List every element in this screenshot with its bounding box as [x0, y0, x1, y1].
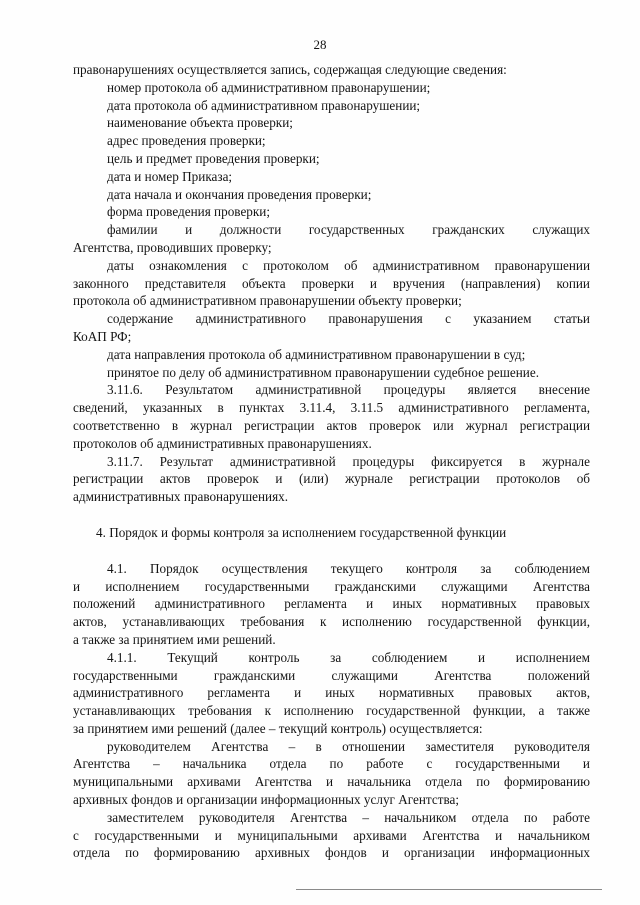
text-line: за принятием ими решений (далее – текущий контроль) осуществляется: [73, 720, 483, 736]
text-line: руководителем Агентства – в отношении заместителя руководителя [107, 738, 590, 754]
text-line: устанавливающих требования к исполнению государственной функции, а также [73, 703, 590, 719]
text-line: отдела по формированию архивных фондов и организации информационных [73, 845, 590, 861]
section-3-11-text [73, 61, 590, 506]
text-line: дата протокола об административном правонарушении; [107, 97, 421, 113]
section-4-text [73, 560, 590, 863]
text-line: адрес проведения проверки; [107, 133, 266, 149]
text-line: с государственными и муниципальными архивами Агентства и начальником [73, 827, 590, 843]
text-line: соответственно в журнал регистрации актов проверок или журнал регистрации [73, 417, 590, 433]
text-line: содержание административного правонарушения с указанием статьи [107, 311, 590, 327]
text-line: законного представителя объекта проверки и вручения (направления) копии [73, 275, 590, 291]
text-line: номер протокола об административном правонарушении; [107, 79, 431, 95]
text-line: даты ознакомления с протоколом об административном правонарушении [107, 257, 590, 273]
text-line: муниципальными архивами Агентства и начальника отдела по формированию [73, 774, 590, 790]
page-number: 28 [313, 37, 327, 52]
text-line: архивных фондов и организации информационных услуг Агентства; [73, 792, 460, 808]
text-line: государственными гражданскими служащими Агентства положений [73, 667, 590, 683]
text-line: КоАП РФ; [73, 328, 132, 344]
text-line: дата направления протокола об административном правонарушении в суд; [107, 346, 526, 362]
text-line: 3.11.6. Результатом административной процедуры является внесение [107, 382, 590, 398]
text-line: сведений, указанных в пунктах 3.11.4, 3.11.5 административного регламента, [73, 400, 590, 416]
text-line: Агентства, проводивших проверку; [73, 239, 272, 255]
text-line: протоколов об административных правонарушениях. [73, 435, 372, 451]
text-line: актов, устанавливающих требования к исполнению государственной функции, [73, 614, 590, 630]
text-line: наименование объекта проверки; [107, 115, 293, 131]
text-line: 3.11.7. Результат административной процедуры фиксируется в журнале [107, 453, 590, 469]
text-line: заместителем руководителя Агентства – начальником отдела по работе [107, 809, 590, 825]
text-line: цель и предмет проведения проверки; [107, 150, 320, 166]
text-line: Агентства – начальника отдела по работе с государственными и [73, 756, 590, 772]
text-line: форма проведения проверки; [107, 204, 271, 220]
text-line: 4.1.1. Текущий контроль за соблюдением и исполнением [107, 649, 590, 665]
text-line: административных правонарушениях. [73, 489, 289, 505]
text-line: фамилии и должности государственных гражданских служащих [107, 222, 590, 238]
text-line: регистрации актов проверок и (или) журнале регистрации протоколов об [73, 471, 590, 487]
text-line: и исполнением государственными гражданскими служащими Агентства [73, 578, 590, 594]
text-line: 4.1. Порядок осуществления текущего контроля за соблюдением [107, 560, 590, 576]
text-line: правонарушениях осуществляется запись, содержащая следующие сведения: [73, 62, 507, 77]
text-line: протокола об административном правонарушении объекту проверки; [73, 293, 462, 309]
section-heading: 4. Порядок и формы контроля за исполнением государственной функции [96, 524, 507, 540]
text-line: положений административного регламента и иных нормативных правовых [73, 596, 590, 612]
page-body [73, 61, 590, 862]
text-line: а также за принятием ими решений. [73, 631, 276, 647]
scan-edge-rule [296, 889, 602, 890]
text-line: дата начала и окончания проведения проверки; [107, 186, 372, 202]
text-line: дата и номер Приказа; [107, 168, 233, 184]
text-line: административного регламента и иных нормативных правовых актов, [73, 685, 590, 701]
text-line: принятое по делу об административном правонарушении судебное решение. [107, 364, 539, 380]
